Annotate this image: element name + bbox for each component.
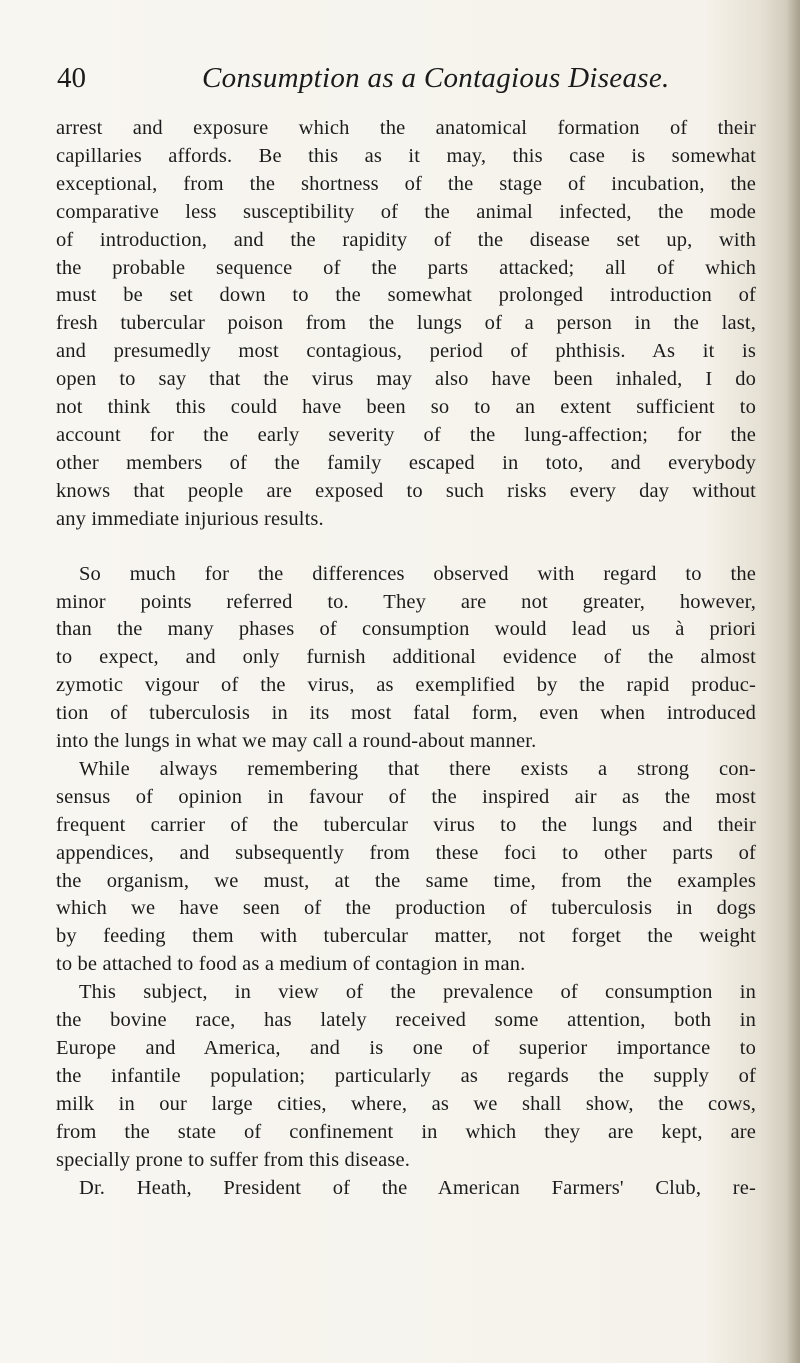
- text-line: appendices, and subsequently from these foci to other parts of: [56, 841, 756, 864]
- text-line: which we have seen of the production of tuberculosis in dogs: [56, 897, 756, 920]
- paragraph-1: [56, 115, 756, 534]
- text-line: milk in our large cities, where, as we shall show, the cows,: [56, 1092, 756, 1115]
- text-line: fresh tubercular poison from the lungs of a person in the last,: [56, 312, 756, 335]
- paragraph-gap: [56, 534, 756, 561]
- text-line: the bovine race, has lately received some attention, both in: [56, 1009, 756, 1032]
- text-line: to be attached to food as a medium of contagion in man.: [56, 953, 526, 976]
- text-line: than the many phases of consumption would lead us à priori: [56, 618, 756, 641]
- page-number: 40: [57, 62, 86, 94]
- text-line: any immediate injurious results.: [56, 507, 324, 530]
- running-head: [57, 62, 757, 102]
- text-line: the organism, we must, at the same time, from the examples: [56, 869, 756, 892]
- text-line: the probable sequence of the parts attacked; all of which: [56, 256, 756, 279]
- body-text: [56, 115, 756, 1202]
- text-line: knows that people are exposed to such risks every day without: [56, 479, 756, 502]
- text-line: This subject, in view of the prevalence of consumption in: [79, 981, 756, 1004]
- text-line: to expect, and only furnish additional evidence of the almost: [56, 646, 756, 669]
- text-line: tion of tuberculosis in its most fatal form, even when introduced: [56, 702, 756, 725]
- text-line: not think this could have been so to an extent sufficient to: [56, 396, 756, 419]
- text-line: and presumedly most contagious, period of phthisis. As it is: [56, 340, 756, 363]
- text-line: from the state of confinement in which they are kept, are: [56, 1120, 756, 1143]
- text-line: open to say that the virus may also have been inhaled, I do: [56, 368, 756, 391]
- text-line: So much for the differences observed with regard to the: [79, 562, 756, 585]
- running-title: Consumption as a Contagious Disease.: [202, 62, 670, 94]
- text-line: account for the early severity of the lung-affection; for the: [56, 423, 756, 446]
- text-line: minor points referred to. They are not greater, however,: [56, 590, 756, 613]
- paragraph-4: [56, 979, 756, 1174]
- paragraph-3: [56, 756, 756, 979]
- page-edge-shadow: [786, 0, 800, 1363]
- text-line: must be set down to the somewhat prolonged introduction of: [56, 284, 756, 307]
- paragraph-5: [56, 1175, 756, 1203]
- text-line: capillaries affords. Be this as it may, this case is somewhat: [56, 144, 756, 167]
- text-line: exceptional, from the shortness of the stage of incubation, the: [56, 172, 756, 195]
- text-line: arrest and exposure which the anatomical formation of their: [56, 117, 756, 139]
- text-line: the infantile population; particularly as regards the supply of: [56, 1064, 756, 1087]
- text-line: other members of the family escaped in toto, and everybody: [56, 451, 756, 474]
- text-line: zymotic vigour of the virus, as exemplified by the rapid produc-: [56, 674, 756, 697]
- text-line: frequent carrier of the tubercular virus to the lungs and their: [56, 813, 756, 836]
- text-line: While always remembering that there exists a strong con-: [79, 757, 756, 780]
- text-line: into the lungs in what we may call a round-about manner.: [56, 730, 537, 753]
- text-line: Dr. Heath, President of the American Farmers' Club, re-: [79, 1176, 756, 1199]
- text-line: specially prone to suffer from this disease.: [56, 1148, 411, 1171]
- text-line: sensus of opinion in favour of the inspired air as the most: [56, 785, 756, 808]
- paragraph-2: [56, 561, 756, 756]
- text-line: of introduction, and the rapidity of the disease set up, with: [56, 228, 756, 251]
- text-line: Europe and America, and is one of superior importance to: [56, 1037, 756, 1059]
- text-line: by feeding them with tubercular matter, not forget the weight: [56, 925, 756, 948]
- text-line: comparative less susceptibility of the animal infected, the mode: [56, 200, 756, 223]
